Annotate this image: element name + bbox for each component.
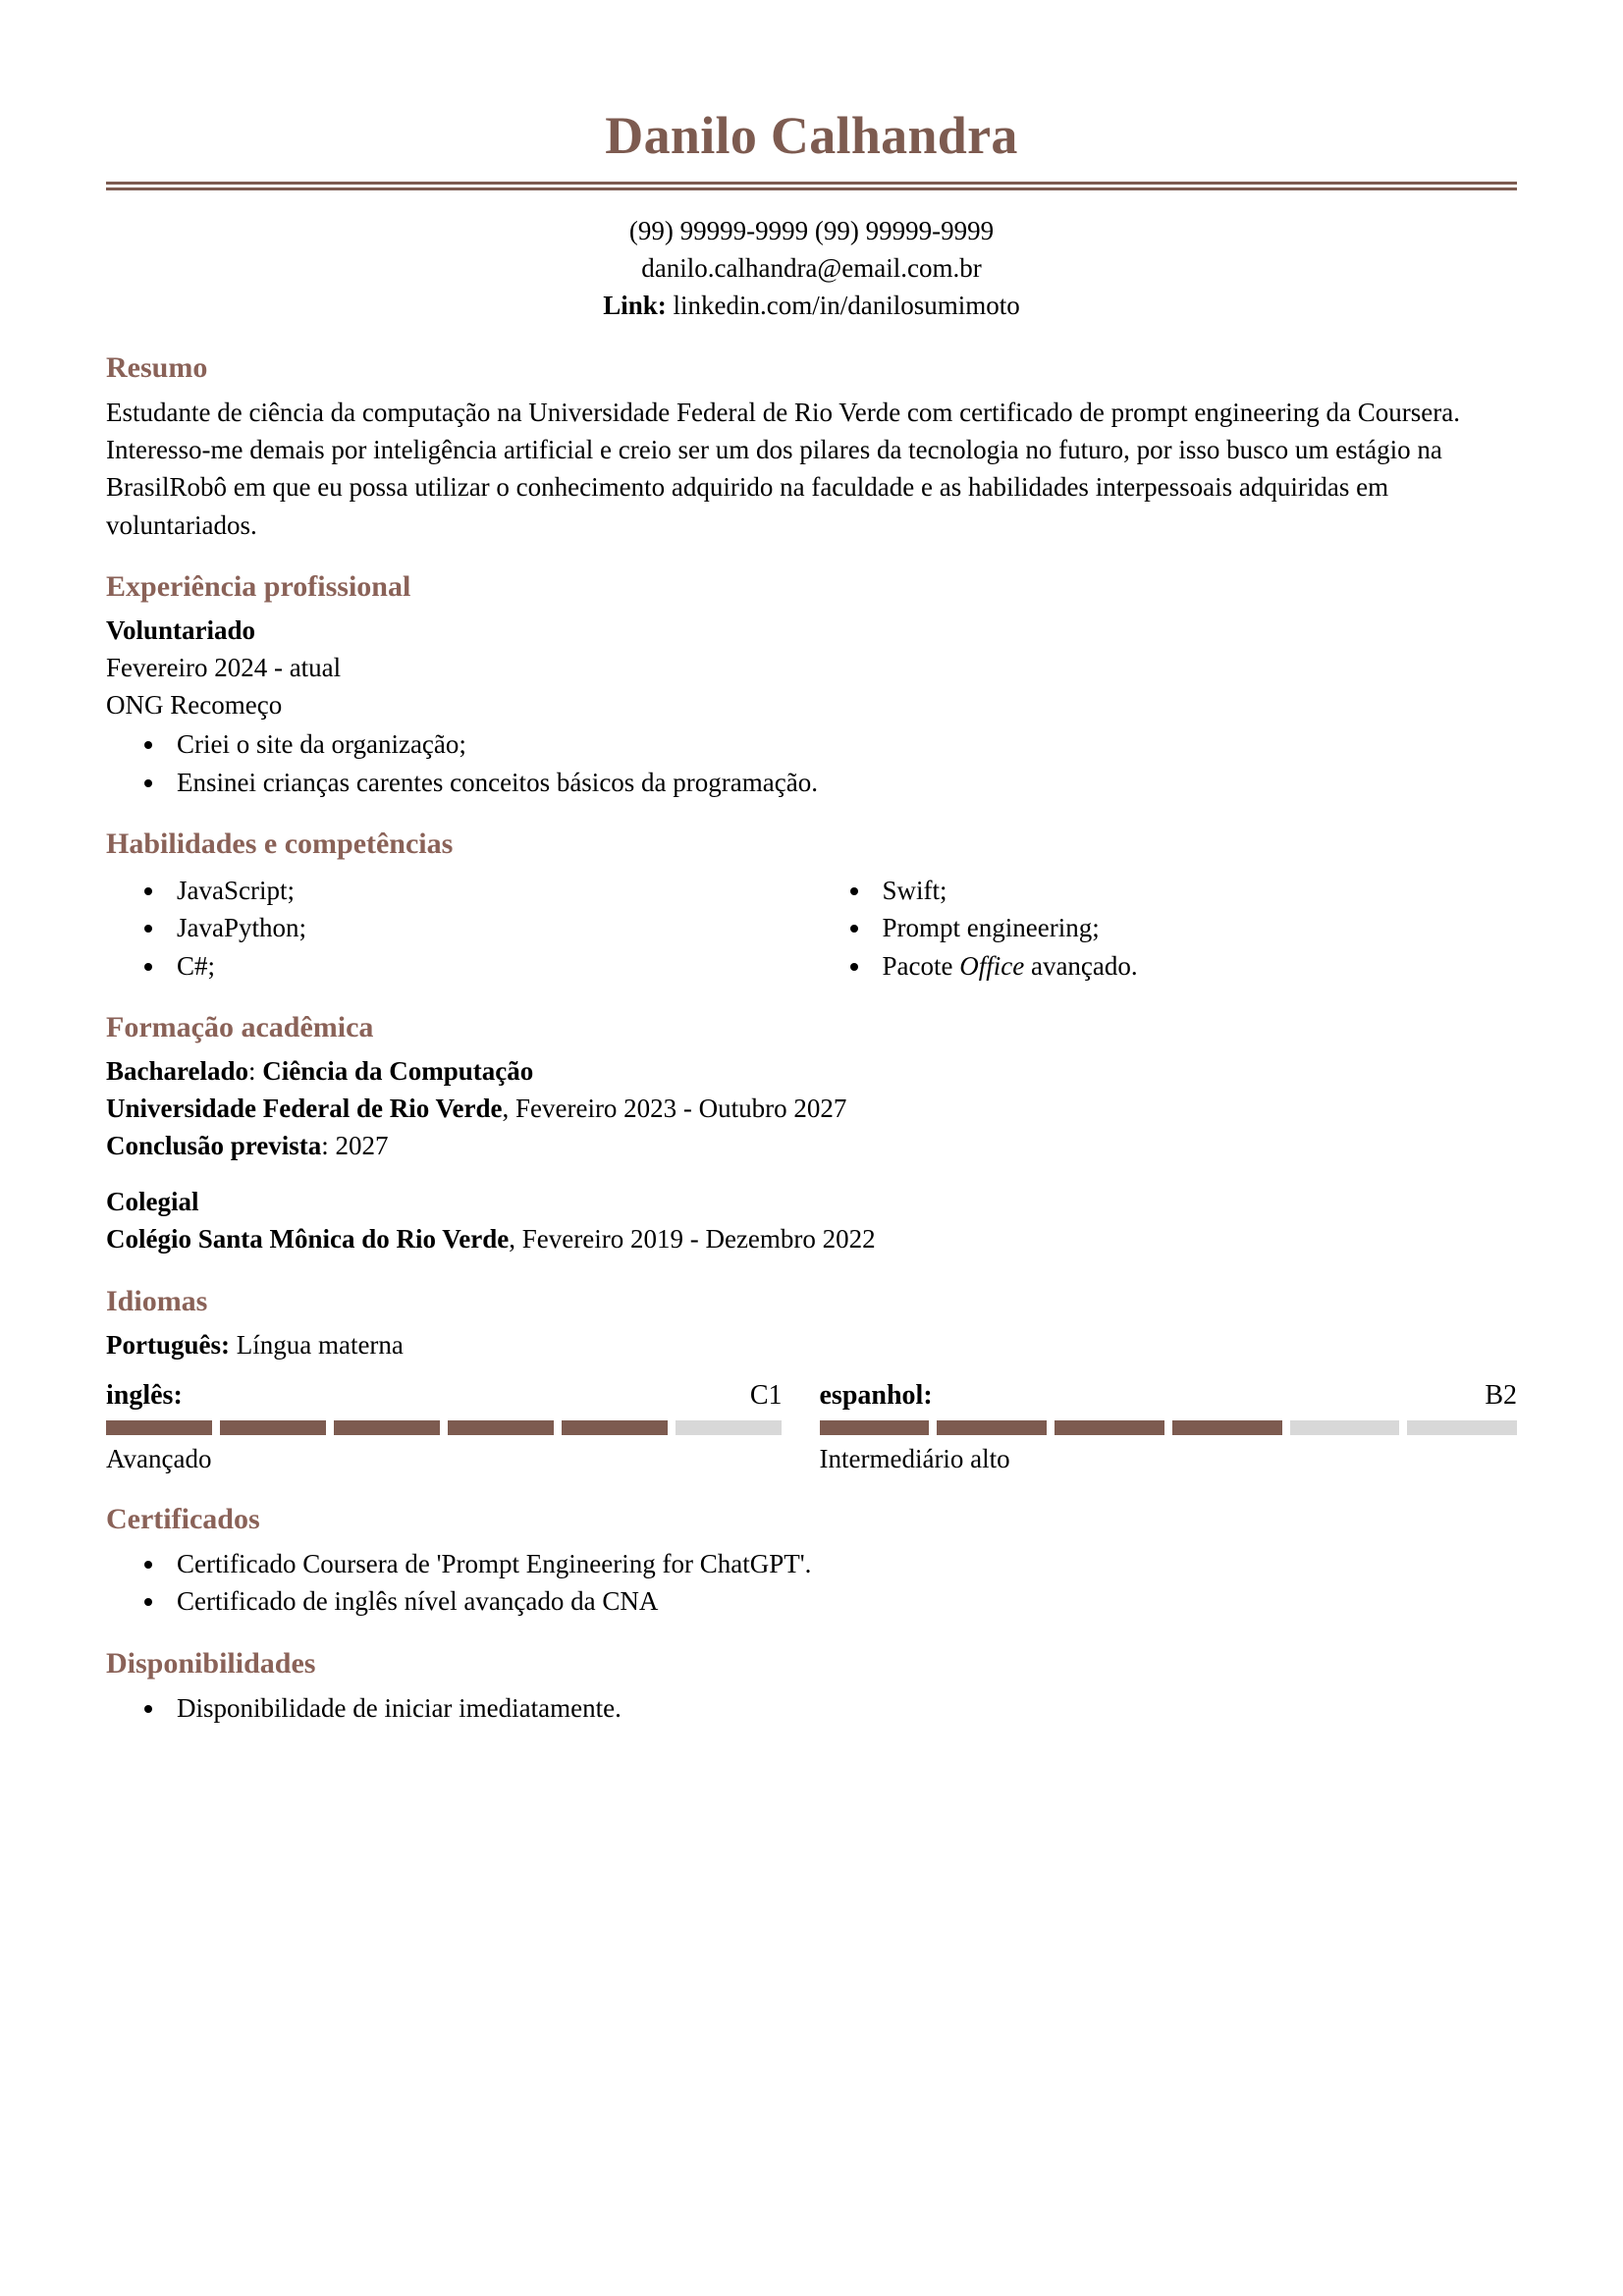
section-heading-experiencia: Experiência profissional <box>106 569 411 603</box>
education-expected-label: Conclusão prevista <box>106 1130 322 1160</box>
list-item <box>873 947 1518 985</box>
proficiency-segment-spanish-4 <box>1172 1420 1282 1435</box>
section-heading-formacao: Formação acadêmica <box>106 1011 374 1044</box>
divider-line-bottom <box>106 187 1517 190</box>
education-degree-row <box>106 1053 1517 1091</box>
proficiency-segment-spanish-1 <box>820 1420 930 1435</box>
experience-role: Voluntariado <box>106 614 256 645</box>
list-item: • JavaScript; <box>167 872 812 909</box>
language-spanish-proficiency-bar <box>820 1420 1518 1435</box>
availability-list <box>106 1689 1517 1727</box>
section-heading-idiomas: Idiomas <box>106 1285 208 1317</box>
education-school-row <box>106 1091 1517 1128</box>
proficiency-segment-spanish-3 <box>1055 1420 1164 1435</box>
contact-block <box>106 212 1517 325</box>
education-school-name: Universidade Federal de Rio Verde <box>106 1093 503 1123</box>
language-native-row <box>106 1327 1517 1364</box>
header-divider <box>106 182 1517 190</box>
language-spanish-name: espanhol: <box>819 1379 933 1411</box>
education-secondary-row <box>106 1221 1517 1258</box>
language-bars-row <box>106 1380 1517 1476</box>
language-native-value: Língua materna <box>229 1330 404 1360</box>
language-spanish-description: Intermediário alto <box>819 1443 1010 1473</box>
list-item: • Certificado Coursera de 'Prompt Engineering for ChatGPT'. <box>167 1545 1517 1582</box>
language-spanish-level: B2 <box>1485 1379 1517 1411</box>
education-secondary-level: Colegial <box>106 1187 199 1217</box>
skills-column-right <box>812 870 1518 985</box>
proficiency-segment-spanish-2 <box>937 1420 1047 1435</box>
resumo-text: Estudante de ciência da computação na Universidade Federal de Rio Verde com certificado de prompt engineering da Coursera. Interesso-me demais por inteligência artificial e creio ser um dos pilares da tecnologia no futuro, por isso busco um estágio na BrasilRobô em que eu possa utilizar o conhecimento adquirido na faculdade e as habilidades interpessoais adquiridas em voluntariados. <box>106 397 1460 540</box>
skills-columns <box>106 870 1517 985</box>
proficiency-segment-english-2 <box>220 1420 326 1435</box>
proficiency-segment-english-5 <box>562 1420 668 1435</box>
list-item: • Prompt engineering; <box>873 909 1518 946</box>
list-item: • Swift; <box>873 872 1518 909</box>
proficiency-segment-english-1 <box>106 1420 212 1435</box>
education-secondary-school: Colégio Santa Mônica do Rio Verde <box>106 1224 510 1255</box>
education-expected-row <box>106 1128 1517 1165</box>
skills-list-right <box>812 872 1518 985</box>
education-spacer <box>106 1164 1517 1184</box>
proficiency-segment-spanish-6 <box>1407 1420 1517 1435</box>
proficiency-segment-spanish-5 <box>1290 1420 1400 1435</box>
list-item: • Ensinei crianças carentes conceitos básicos da programação. <box>167 764 1517 801</box>
proficiency-segment-english-4 <box>448 1420 554 1435</box>
education-degree-value: Ciência da Computação <box>262 1056 534 1087</box>
language-english-name: inglês: <box>106 1379 183 1411</box>
section-heading-habilidades: Habilidades e competências <box>106 828 454 861</box>
education-school-period: , Fevereiro 2023 - Outubro 2027 <box>502 1093 847 1123</box>
section-heading-certificados: Certificados <box>106 1502 260 1535</box>
language-english-level: C1 <box>749 1379 783 1411</box>
skill-prefix: Pacote <box>882 950 960 981</box>
education-expected-separator: : <box>321 1130 336 1160</box>
experience-organization: ONG Recomeço <box>106 689 283 720</box>
proficiency-segment-english-3 <box>334 1420 440 1435</box>
education-degree-separator: : <box>248 1056 263 1087</box>
list-item: • C#; <box>167 947 812 985</box>
skill-suffix: avançado. <box>1024 950 1138 981</box>
contact-email: danilo.calhandra@email.com.br <box>641 253 982 284</box>
skills-column-left <box>106 870 812 985</box>
language-english-header <box>106 1380 783 1412</box>
proficiency-segment-english-6 <box>676 1420 782 1435</box>
contact-phones: (99) 99999-9999 (99) 99999-9999 <box>628 215 995 245</box>
language-block-spanish <box>812 1380 1518 1476</box>
experience-period: Fevereiro 2024 - atual <box>106 652 342 682</box>
education-degree-label: Bacharelado <box>106 1056 249 1087</box>
skills-list-left <box>106 872 812 985</box>
language-english-description: Avançado <box>106 1443 212 1473</box>
section-heading-resumo: Resumo <box>106 350 208 384</box>
list-item: • Disponibilidade de iniciar imediatamente. <box>167 1689 1517 1727</box>
list-item: • JavaPython; <box>167 909 812 946</box>
contact-link-value[interactable]: linkedin.com/in/danilosumimoto <box>673 291 1020 321</box>
experience-bullet-list <box>106 725 1517 801</box>
language-spanish-header <box>820 1380 1518 1412</box>
list-item: • Certificado de inglês nível avançado da CNA <box>167 1582 1517 1620</box>
contact-link-label: Link: <box>603 291 667 321</box>
language-english-proficiency-bar <box>106 1420 783 1435</box>
language-native-label: Português: <box>106 1330 230 1360</box>
list-item: • Criei o site da organização; <box>167 725 1517 763</box>
certificates-list <box>106 1545 1517 1621</box>
education-secondary-period: , Fevereiro 2019 - Dezembro 2022 <box>509 1224 876 1255</box>
page-title: Danilo Calhandra <box>605 106 1018 165</box>
skill-emphasis: Office <box>959 950 1025 981</box>
education-expected-value: 2027 <box>335 1130 389 1160</box>
contact-link-row <box>106 287 1517 324</box>
language-block-english <box>106 1380 812 1476</box>
section-heading-disponibilidades: Disponibilidades <box>106 1646 316 1680</box>
